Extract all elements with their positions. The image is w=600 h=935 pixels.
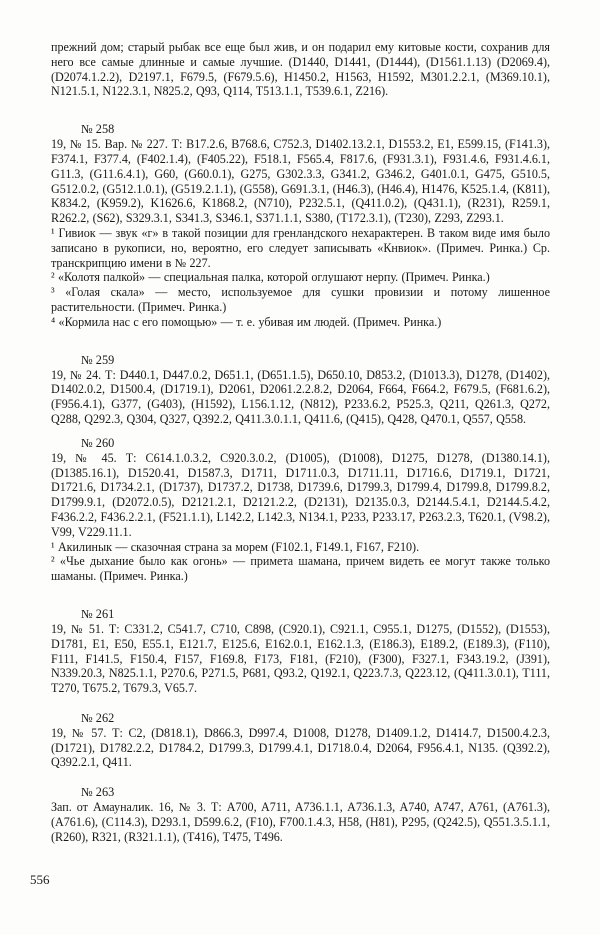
section-number: № 263 — [81, 785, 115, 800]
section-263 — [51, 784, 550, 844]
section-261 — [51, 606, 550, 696]
section-258 — [51, 121, 550, 329]
footnote: ¹ Гивиок — звук «г» в такой позиции для гренландского нехарактерен. В таком виде имя было записано в рукописи, но, вероятно, его следует записывать «Кнвиок». (Примеч. Ринка.) Ср. транскрипцию имени в № 227. — [51, 225, 550, 270]
intro-paragraph: прежний дом; старый рыбак все еще был жив, и он подарил ему китовые кости, сохранив для него все самые длинные и самые лучшие. (D1440, D1441, (D1444), (D1561.1.13) (D2069.4), (D2074.1.2.2), D2197.1, F679.5, (F679.5.6), H1450.2, H1563, H1592, M301.2.2.1, (M369.10.1), N121.5.1, N122.3.1, N825.2, Q93, Q114, T513.1.1, T539.6.1, Z216). — [51, 40, 550, 99]
section-body: 19, № 51. Т: C331.2, C541.7, C710, C898, (C920.1), C921.1, C955.1, D1275, (D1552), (D1553), D1781, E1, E50, E55.1, E121.7, E125.6, E162.0.1, E162.1.3, (E186.3), E189.2, (E189.3), (F110), F111, F141.5, F150.4, F157, F169.8, F173, F181, (F210), (F300), F327.1, F343.19.2, (J391), N339.20.3, N825.1.1, P270.6, P271.5, P681, Q93.2, Q192.1, Q223.7.3, Q223.12, (Q411.3.0.1), T111, T270, T675.2, T679.3, V65.7. — [51, 621, 550, 696]
section-262 — [51, 710, 550, 770]
footnote: ³ «Голая скала» — место, используемое для сушки провизии и потому лишенное растительности. (Примеч. Ринка.) — [51, 285, 550, 314]
section-number: № 260 — [81, 435, 115, 450]
section-260 — [51, 435, 550, 584]
footnote: ¹ Акилинык — сказочная страна за морем (F102.1, F149.1, F167, F210). — [51, 539, 420, 554]
section-body: 19, № 57. Т: C2, (D818.1), D866.3, D997.4, D1008, D1278, D1409.1.2, D1414.7, D1500.4.2.3, (D1721), D1782.2.2, D1784.2, D1799.3, D1799.4.1, D1718.0.4, D2064, F956.4.1, N135. (Q392.2), Q392.2.1, Q411. — [51, 725, 550, 770]
footnote: ² «Колотя палкой» — специальная палка, которой оглушают нерпу. (Примеч. Ринка.) — [51, 270, 490, 285]
section-number: № 261 — [81, 606, 115, 621]
footnote: ⁴ «Кормила нас с его помощью» — т. е. убивая им людей. (Примеч. Ринка.) — [51, 314, 442, 329]
section-number: № 258 — [81, 122, 115, 137]
section-number: № 259 — [81, 352, 115, 367]
section-body: 19, № 24. Т: D440.1, D447.0.2, D651.1, (D651.1.5), D650.10, D853.2, (D1013.3), D1278, (D1402), D1402.0.2, D1500.4, (D1719.1), D2061, D2061.2.2.8.2, D2064, F664, F664.2, F679.5, (F681.6.2), (F956.4.1), G377, (G403), (H1592), L156.1.12, (N812), P233.6.2, P525.3, Q211, Q261.3, Q272, Q288, Q292.3, Q304, Q327, Q392.2, Q411.3.0.1.1, Q411.6, (Q415), Q428, Q470.1, Q557, Q558. — [51, 367, 550, 426]
page-number: 556 — [30, 872, 50, 887]
section-259 — [51, 352, 550, 427]
section-number: № 262 — [81, 710, 115, 725]
section-body: 19, № 15. Вар. № 227. Т: B17.2.6, B768.6, C752.3, D1402.13.2.1, D1553.2, E1, E599.15, (F141.3), F374.1, F377.4, (F402.1.4), (F405.22), F518.1, F565.4, F817.6, (F931.3.1), F931.4.6, F931.4.6.1, G11.3, (G11.6.4.1), G60, (G60.0.1), G275, G302.3.3, G341.2, G346.2, G401.0.1, G475, G510.5, G512.0.2, (G512.1.0.1), (G519.2.1.1), (G558), G691.3.1, (H46.3), (H46.4), H1476, K525.1.4, (K811), K834.2, (K959.2), K1626.6, K1868.2, (N710), P232.5.1, (Q411.0.2), (Q431.1), (R231), R259.1, R262.2, (S62), S329.3.1, S341.3, S346.1, S371.1.1, S380, (T172.3.1), (T230), Z293, Z293.1. — [51, 137, 550, 226]
footnote: ² «Чье дыхание было как огонь» — примета шамана, причем видеть ее могут также только шаманы. (Примеч. Ринка.) — [51, 554, 550, 584]
section-body: 19, № 45. Т: C614.1.0.3.2, C920.3.0.2, (D1005), (D1008), D1275, D1278, (D1380.14.1), (D1385.16.1), D1520.41, D1587.3, D1711, D1711.0.3, D1711.11, D1716.6, D1719.1, D1721, D1721.6, D1734.2.1, (D1737), D1737.2, D1738, D1739.6, D1799.3, D1799.4, D1799.8, D1799.8.2, D1799.9.1, (D2072.0.5), D2121.2.1, D2121.2.2, (D2131), D2135.0.3, D2144.5.4.1, D2144.5.4.2, F436.2.2, F436.2.2.1, (F521.1.1), L142.2, L142.3, N134.1, P233, P233.17, P263.2.3, T620.1, (V98.2), V99, V229.11.1. — [51, 450, 550, 539]
section-body: Зап. от Амауналик. 16, № 3. Т: A700, A711, A736.1.1, A736.1.3, A740, A747, A761, (A761.3), (A761.6), (C114.3), D293.1, D599.6.2, (F10), F700.1.4.3, H58, (H81), P295, (Q242.5), Q551.3.5.1.1, (R260), R321, (R321.1.1), (T416), T475, T496. — [51, 800, 550, 844]
